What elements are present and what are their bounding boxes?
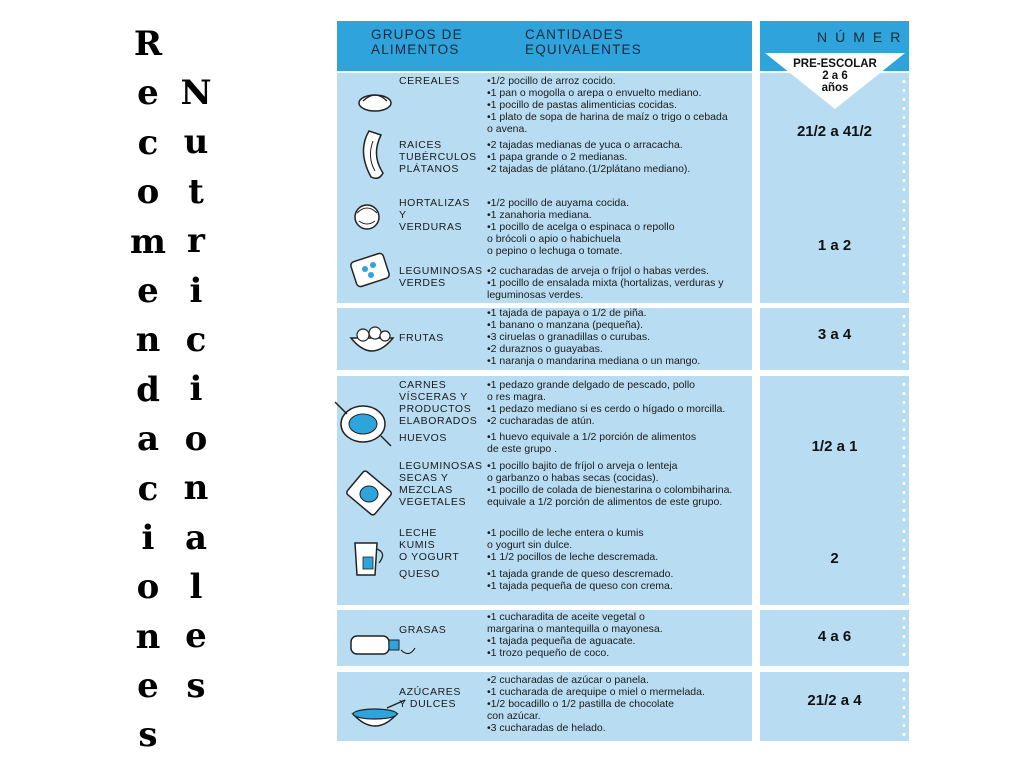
title-letter: a bbox=[136, 419, 160, 460]
group-items: •1 cucharadita de aceite vegetal o margarina o mantequilla o mayonesa. •1 tajada pequeña de aguacate. •1 trozo pequeño de coco. bbox=[487, 611, 663, 659]
title-letter: e bbox=[137, 666, 159, 707]
group-label: LEGUMINOSAS VERDES bbox=[399, 265, 483, 289]
title-letter: N bbox=[180, 73, 212, 113]
title-letter: e bbox=[185, 616, 207, 657]
title-nutricionales bbox=[176, 69, 216, 711]
group-label: RAICES TUBÉRCULOS PLÁTANOS bbox=[399, 139, 477, 175]
group-label: GRASAS bbox=[399, 624, 447, 636]
group-label: HUEVOS bbox=[399, 432, 447, 444]
group-label: CEREALES bbox=[399, 75, 460, 87]
title-letter: s bbox=[138, 715, 158, 756]
title-letter: n bbox=[135, 616, 161, 657]
portion-value: 2 bbox=[830, 550, 839, 567]
portion-value: 1/2 a 1 bbox=[811, 438, 858, 455]
badge-preescolar: PRE-ESCOLAR bbox=[793, 58, 877, 70]
title-letter: s bbox=[186, 665, 206, 706]
title-letter: i bbox=[189, 270, 203, 311]
header-grupos: GRUPOS DE ALIMENTOS bbox=[371, 27, 463, 57]
title-letter: d bbox=[136, 369, 160, 410]
header-cantidades: CANTIDADES EQUIVALENTES bbox=[525, 27, 642, 57]
group-items: •2 tajadas medianas de yuca o arracacha. •1 papa grande o 2 medianas. •2 tajadas de plátano.(1/2plátano mediano). bbox=[487, 139, 691, 175]
row-box-azucares bbox=[337, 672, 752, 741]
preescolar-badge bbox=[765, 49, 905, 111]
nutrition-table bbox=[337, 21, 909, 741]
group-items: •2 cucharadas de arveja o fríjol o habas verdes. •1 pocillo de ensalada mixta (hortalizas, verduras y leguminosas verdes. bbox=[487, 265, 724, 301]
group-label: CARNES VÍSCERAS Y PRODUCTOS ELABORADOS bbox=[399, 379, 478, 427]
title-letter: c bbox=[137, 468, 159, 509]
badge-anos: años bbox=[821, 82, 849, 94]
portion-value: 4 a 6 bbox=[817, 628, 852, 645]
portion-value: 1 a 2 bbox=[817, 237, 852, 254]
value-box-grasas bbox=[760, 610, 909, 666]
title-recomendaciones bbox=[128, 20, 168, 761]
fruit-bowl-icon bbox=[347, 324, 397, 360]
title-letter: m bbox=[130, 221, 166, 262]
meat-plate-icon bbox=[333, 396, 395, 448]
group-label: HORTALIZAS Y VERDURAS bbox=[399, 197, 470, 233]
milk-glass-icon bbox=[349, 535, 393, 581]
title-letter: t bbox=[188, 171, 204, 212]
title-letter: i bbox=[189, 369, 203, 410]
group-items: •1 pocillo de leche entera o kumis o yogurt sin dulce. •1 1/2 pocillos de leche descremada. bbox=[487, 527, 659, 563]
title-letter: R bbox=[133, 24, 163, 64]
title-letter: o bbox=[136, 172, 160, 213]
title-letter: a bbox=[184, 517, 208, 558]
group-items: •1 pedazo grande delgado de pescado, pollo o res magra. •1 pedazo mediano si es cerdo o hígado o morcilla. •2 cucharadas de atún. bbox=[487, 379, 726, 427]
badge-edad: 2 a 6 bbox=[822, 70, 848, 82]
value-box-hortalizas bbox=[760, 193, 909, 303]
header-numero: NÚMER bbox=[817, 29, 909, 45]
row-box-carnes bbox=[337, 376, 752, 540]
group-label: FRUTAS bbox=[399, 332, 444, 344]
portion-value: 3 a 4 bbox=[817, 326, 852, 343]
vegetables-icon bbox=[345, 199, 395, 295]
row-box-frutas bbox=[337, 308, 752, 370]
title-letter: n bbox=[135, 320, 161, 361]
value-box-frutas bbox=[760, 308, 909, 370]
row-box-grasas bbox=[337, 610, 752, 666]
group-items: •1 tajada de papaya o 1/2 de piña. •1 banano o manzana (pequeña). •3 ciruelas o granadillas o curubas. •2 duraznos o guayabas. •1 naranja o mandarina mediana o un mango. bbox=[487, 307, 701, 367]
title-letter: o bbox=[136, 567, 160, 608]
bread-icon bbox=[349, 81, 399, 191]
title-letter: c bbox=[185, 319, 207, 360]
portion-value: 21/2 a 4 bbox=[807, 692, 862, 709]
row-box-hortalizas bbox=[337, 193, 752, 303]
table-header-left bbox=[337, 21, 752, 71]
title-letter: i bbox=[141, 517, 155, 558]
row-box-cereales bbox=[337, 73, 752, 204]
title-letter: e bbox=[137, 73, 159, 114]
title-letter: r bbox=[187, 221, 205, 262]
title-letter: n bbox=[183, 468, 209, 509]
row-box-leche bbox=[337, 523, 752, 605]
group-label: QUESO bbox=[399, 568, 440, 580]
portion-value: 21/2 a 41/2 bbox=[796, 123, 873, 140]
oil-bottle-icon bbox=[347, 628, 417, 662]
value-box-azucares bbox=[760, 672, 909, 741]
group-label: AZÚCARES Y DULCES bbox=[399, 686, 461, 710]
title-letter: c bbox=[137, 122, 159, 163]
value-box-carnes bbox=[760, 376, 909, 540]
group-items: •1 tajada grande de queso descremado. •1 tajada pequeña de queso con crema. bbox=[487, 568, 674, 592]
group-label: LEGUMINOSAS SECAS Y MEZCLAS VEGETALES bbox=[399, 460, 483, 508]
group-items: •2 cucharadas de azúcar o panela. •1 cucharada de arequipe o miel o mermelada. •1/2 bocadillo o 1/2 pastilla de chocolate con azúcar. •3 cucharadas de helado. bbox=[487, 674, 705, 734]
beans-icon bbox=[341, 470, 397, 518]
title-letter: l bbox=[189, 566, 203, 607]
group-label: LECHE KUMIS O YOGURT bbox=[399, 527, 460, 563]
title-letter: u bbox=[183, 122, 209, 163]
sugar-bowl-icon bbox=[347, 698, 407, 734]
group-items: •1/2 pocillo de arroz cocido. •1 pan o mogolla o arepa o envuelto mediano. •1 pocillo de pastas alimenticias cocidas. •1 plato de sopa de harina de maíz o trigo o cebada o avena. bbox=[487, 75, 728, 135]
group-items: •1 pocillo bajito de fríjol o arveja o lenteja o garbanzo o habas secas (cocidas). •1 pocillo de colada de bienestarina o colombiharina. equivale a 1/2 porción de alimentos de este grupo. bbox=[487, 460, 733, 508]
value-box-leche bbox=[760, 523, 909, 605]
title-letter: o bbox=[184, 418, 208, 459]
group-items: •1 huevo equivale a 1/2 porción de alimentos de este grupo . bbox=[487, 431, 697, 455]
title-letter: e bbox=[137, 270, 159, 311]
group-items: •1/2 pocillo de auyama cocida. •1 zanahoria mediana. •1 pocillo de acelga o espinaca o repollo o brócoli o apio o habichuela o pepino o lechuga o tomate. bbox=[487, 197, 675, 257]
